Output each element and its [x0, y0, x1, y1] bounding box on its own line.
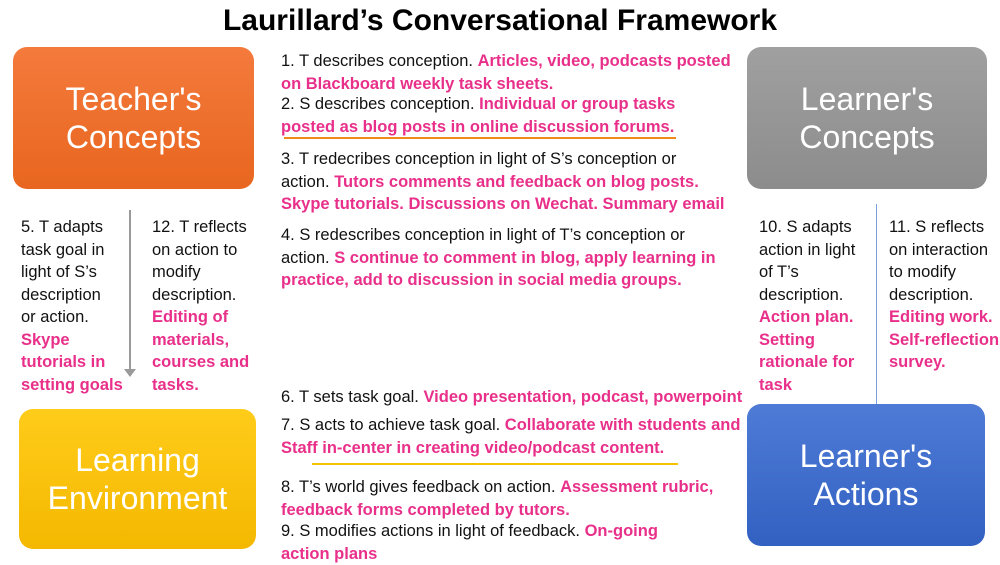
underline-divider [284, 137, 676, 139]
step-example: setting goals [21, 375, 123, 394]
box-label-line: Learning [75, 442, 200, 478]
box-label-line: Learner's [800, 81, 934, 117]
step-example: Articles, video, podcasts posted [477, 52, 731, 70]
step-text: 7. S acts to achieve task goal. [281, 416, 505, 434]
step-example: Video presentation, podcast, powerpoint [423, 388, 743, 406]
step-example: S continue to comment in blog, apply learning in [334, 248, 716, 267]
step-example: Action plan. [759, 308, 854, 326]
step-text: light of S’s [21, 263, 97, 281]
step-text: description. [152, 285, 237, 304]
step-5 [21, 216, 123, 396]
step-example: Self-reflection [889, 330, 1000, 349]
box-label-line: Actions [813, 476, 919, 512]
step-text: 1. T describes conception. [281, 52, 478, 70]
arrow-line-left [129, 210, 131, 373]
step-example: action plans [281, 544, 378, 563]
step-text: 10. S adapts [759, 218, 852, 236]
step-example: Editing of [152, 308, 229, 326]
step-text: of T’s [759, 263, 799, 281]
step-text: action in light [759, 240, 856, 259]
step-text: or action. [21, 308, 89, 326]
step-example: feedback forms completed by tutors. [281, 500, 570, 519]
step-text: 11. S reflects [889, 218, 985, 236]
step-example: Assessment rubric, [560, 478, 714, 496]
step-9 [281, 520, 658, 565]
step-text: on action to [152, 240, 238, 259]
connector-line-right [876, 204, 877, 404]
step-example: survey. [889, 353, 946, 371]
step-text: action. [281, 248, 335, 267]
step-text: description. [759, 285, 844, 304]
step-3 [281, 148, 725, 216]
step-10 [759, 216, 855, 396]
step-6 [281, 386, 742, 409]
step-text: 4. S redescribes conception in light of T’s conception or [281, 226, 685, 244]
step-text: 5. T adapts [21, 218, 103, 236]
step-example: courses and [152, 353, 250, 371]
step-example: task [759, 375, 793, 394]
learner-concepts-box [747, 47, 987, 189]
step-7 [281, 414, 740, 459]
step-text: 8. T’s world gives feedback on action. [281, 478, 561, 496]
box-label-line: Environment [47, 480, 228, 516]
step-1 [281, 50, 731, 95]
step-12 [152, 216, 249, 396]
box-label-line: Concepts [65, 119, 202, 155]
arrow-down-icon [124, 369, 136, 377]
step-8 [281, 476, 713, 521]
step-example: Setting [759, 330, 815, 349]
step-example: Collaborate with students and [504, 416, 741, 434]
step-example: practice, add to discussion in social media groups. [281, 271, 682, 289]
underline-divider [312, 463, 678, 465]
step-text: action. [281, 172, 335, 191]
step-example: Individual or group tasks [479, 95, 676, 113]
step-example: tutorials in [21, 353, 106, 371]
step-example: Skype [21, 330, 70, 349]
step-text: to modify [889, 263, 956, 281]
learning-environment-box [19, 409, 256, 549]
step-example: posted as blog posts in online discussion forums. [281, 117, 675, 136]
step-example: materials, [152, 330, 230, 349]
step-example: tasks. [152, 375, 199, 394]
step-text: task goal in [21, 240, 105, 259]
step-example: Editing work. [889, 308, 993, 326]
box-label-line: Concepts [799, 119, 935, 155]
step-4 [281, 224, 716, 292]
step-11 [889, 216, 999, 374]
box-label-line: Teacher's [65, 81, 202, 117]
step-2 [281, 93, 675, 138]
step-example: rationale for [759, 353, 855, 371]
page-title: Laurillard’s Conversational Framework [222, 4, 778, 37]
step-text: on interaction [889, 240, 989, 259]
step-example: on Blackboard weekly task sheets. [281, 74, 554, 93]
step-text: modify [152, 263, 201, 281]
step-text: 6. T sets task goal. [281, 388, 424, 406]
step-text: 9. S modifies actions in light of feedback. [281, 522, 585, 540]
step-text: 12. T reflects [152, 218, 247, 236]
step-text: description [21, 285, 101, 304]
step-example: Staff in-center in creating video/podcast content. [281, 438, 665, 457]
step-text: description. [889, 285, 974, 304]
box-label-line: Learner's [799, 438, 933, 474]
step-example: Tutors comments and feedback on blog posts. [334, 172, 699, 191]
step-text: 3. T redecribes conception in light of S’s conception or [281, 150, 677, 168]
teacher-concepts-box [13, 47, 254, 189]
step-example: Skype tutorials. Discussions on Wechat. Summary email [281, 195, 725, 213]
learner-actions-box [747, 404, 985, 546]
step-example: On-going [584, 522, 658, 540]
step-text: 2. S describes conception. [281, 95, 480, 113]
